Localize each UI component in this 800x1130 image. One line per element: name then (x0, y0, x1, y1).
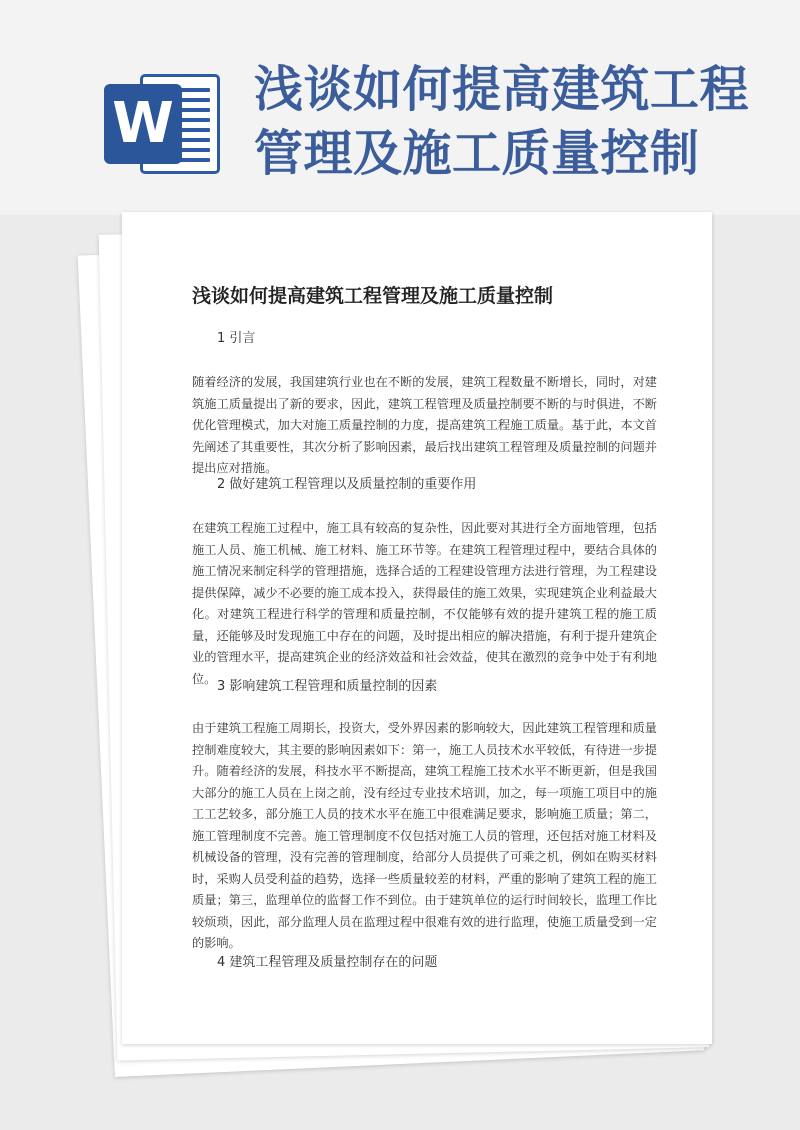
banner-title: 浅谈如何提高建筑工程管理及施工质量控制 (254, 61, 750, 182)
section-body-importance: 在建筑工程施工过程中，施工具有较高的复杂性，因此要对其进行全方面地管理，包括施工人员、施工机械、施工材料、施工环节等。在建筑工程管理过程中，要结合具体的施工情况来制定科学的管理措施，选择合适的工程建设管理方法进行管理，为工程建设提供保障，减少不必要的施工成本投入，获得最佳的施工效果，实现建筑企业利益最大化。对建筑工程进行科学的管理和质量控制，不仅能够有效的提升建筑工程的施工质量，还能够及时发现施工中存在的问题，及时提出相应的解决措施，有利于提升建筑企业的管理水平，提高建筑企业的经济效益和社会效益，使其在激烈的竞争中处于有利地位。 (192, 521, 657, 686)
section-heading-factors: 3 影响建筑工程管理和质量控制的因素 (217, 679, 438, 694)
section-body-introduction: 随着经济的发展，我国建筑行业也在不断的发展，建筑工程数量不断增长，同时，对建筑施工质量提出了新的要求，因此，建筑工程管理及质量控制要不断的与时俱进，不断优化管理模式，加大对施工质量控制的力度，提高建筑工程施工质量。基于此，本文首先阐述了其重要性，其次分析了影响因素，最后找出建筑工程管理及质量控制的问题并提出应对措施。 (192, 375, 657, 475)
section-heading-importance: 2 做好建筑工程管理以及质量控制的重要作用 (217, 477, 477, 492)
word-document-icon (104, 64, 224, 176)
section-heading-introduction: 1 引言 (217, 331, 256, 346)
section-body-factors: 由于建筑工程施工周期长，投资大，受外界因素的影响较大，因此建筑工程管理和质量控制难度较大，其主要的影响因素如下：第一，施工人员技术水平较低，有待进一步提升。随着经济的发展，科技水平不断提高，建筑工程施工技术水平不断更新，但是我国大部分的施工人员在上岗之前，没有经过专业技术培训，加之，每一项施工项目中的施工工艺较多，部分施工人员的技术水平在施工中很难满足要求，影响施工质量；第二，施工管理制度不完善。施工管理制度不仅包括对施工人员的管理，还包括对施工材料及机械设备的管理，没有完善的管理制度，给部分人员提供了可乘之机，例如在购买材料时，采购人员受利益的趋势，选择一些质量较差的材料，严重的影响了建筑工程的施工质量；第三，监理单位的监督工作不到位。由于建筑单位的运行时间较长，监理工作比较烦琐，因此，部分监理人员在监理过程中很难有效的进行监理，使施工质量受到一定的影响。 (192, 721, 657, 950)
section-heading-problems: 4 建筑工程管理及质量控制存在的问题 (217, 955, 438, 970)
banner (0, 0, 800, 215)
document-title: 浅谈如何提高建筑工程管理及施工质量控制 (192, 285, 554, 307)
word-w-badge: W (104, 84, 182, 164)
document-page (122, 212, 712, 1044)
